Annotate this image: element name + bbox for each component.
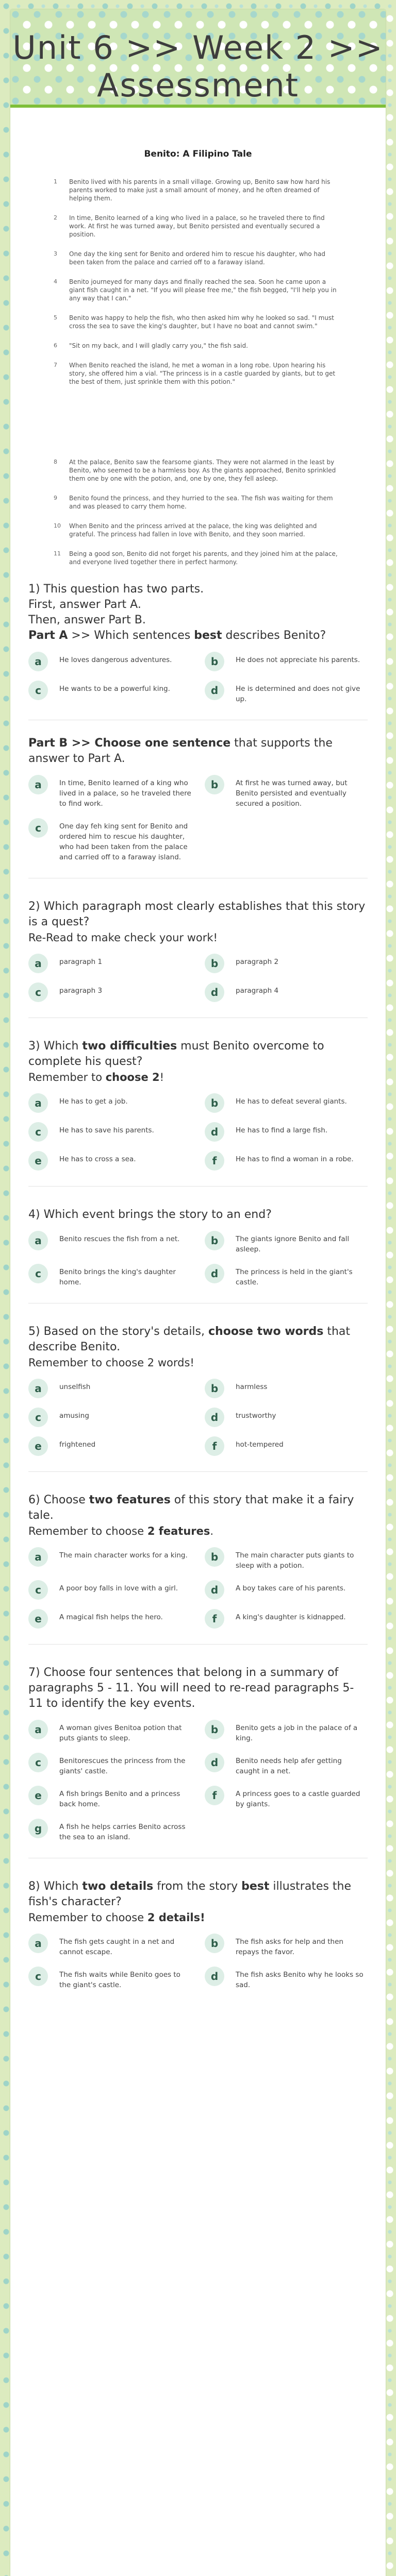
q1-part-a-emphasis: best — [194, 629, 222, 642]
option-letter-badge[interactable]: d — [205, 982, 224, 1002]
option-text: He has to cross a sea. — [59, 1155, 136, 1163]
option-letter-badge[interactable]: g — [28, 1819, 48, 1838]
q1-heading-1: 1) This question has two parts. — [28, 583, 204, 596]
answer-option[interactable] — [28, 1609, 191, 1629]
option-text: At first he was turned away, but Benito persisted and eventually secured a position. — [236, 779, 348, 808]
answer-option[interactable] — [205, 1967, 368, 1990]
passage-paragraph — [54, 342, 342, 350]
option-letter-badge[interactable]: f — [205, 1609, 224, 1629]
option-letter-badge[interactable]: c — [28, 1580, 48, 1600]
option-text: The giants ignore Benito and fall asleep. — [236, 1235, 350, 1253]
q5-heading-c: that describe Benito. — [28, 1325, 351, 1353]
q2-heading: 2) Which paragraph most clearly establishes that this story is a quest? — [28, 900, 366, 928]
q1-part-a-end: describes Benito? — [222, 629, 326, 642]
paragraph-text: One day the king sent for Benito and ordered him to rescue his daughter, who had been taken from the palace and carried off to a faraway island. — [69, 250, 326, 266]
passage-paragraph — [54, 458, 342, 483]
option-letter-badge[interactable]: c — [28, 1264, 48, 1283]
option-letter-badge[interactable]: b — [205, 1093, 224, 1113]
answer-option[interactable] — [28, 1580, 191, 1600]
option-text: He has to find a woman in a robe. — [236, 1155, 354, 1163]
answer-option[interactable] — [205, 1379, 368, 1398]
option-letter-badge[interactable]: c — [28, 982, 48, 1002]
option-text: He has to get a job. — [59, 1097, 128, 1106]
option-letter-badge[interactable]: a — [28, 1934, 48, 1953]
option-text: He wants to be a powerful king. — [59, 685, 170, 693]
option-text: paragraph 2 — [236, 958, 279, 966]
option-letter-badge[interactable]: b — [205, 1547, 224, 1567]
option-text: He has to defeat several giants. — [236, 1097, 347, 1106]
option-letter-badge[interactable]: c — [28, 1753, 48, 1772]
q8-sub-bold: 2 details! — [147, 1911, 205, 1924]
option-letter-badge[interactable]: d — [205, 1967, 224, 1986]
option-letter-badge[interactable]: d — [205, 1408, 224, 1427]
passage-paragraph — [54, 314, 342, 330]
passage-paragraph — [54, 361, 342, 386]
option-letter-badge[interactable]: d — [205, 1122, 224, 1142]
answer-option[interactable] — [28, 818, 191, 862]
option-text: He does not appreciate his parents. — [236, 656, 360, 664]
answer-option[interactable] — [205, 1934, 368, 1957]
q7-options — [28, 1720, 368, 1842]
question-6 — [28, 1493, 368, 1645]
option-text: The main character works for a king. — [59, 1551, 188, 1560]
q6-sub-c: . — [210, 1525, 214, 1537]
answer-option[interactable] — [205, 1408, 368, 1427]
paragraph-text: In time, Benito learned of a king who lived in a palace, so he traveled there to find work. At first he was turned away, but Benito persisted and eventually secured a position. — [69, 214, 325, 238]
q2-options — [28, 954, 368, 1002]
option-text: Benito gets a job in the palace of a king. — [236, 1724, 358, 1742]
q6-subheading — [28, 1523, 368, 1539]
answer-option[interactable] — [205, 1093, 368, 1113]
question-5 — [28, 1324, 368, 1472]
option-text: Benitorescues the princess from the giants' castle. — [59, 1757, 186, 1775]
q1-part-a-text: >> Which sentences — [68, 629, 194, 642]
answer-option[interactable] — [205, 1609, 368, 1629]
option-text: The fish asks for help and then repays the favor. — [236, 1938, 343, 1956]
option-text: He is determined and does not give up. — [236, 685, 360, 703]
answer-option[interactable] — [28, 1122, 191, 1142]
answer-option[interactable] — [205, 1122, 368, 1142]
paragraph-number: 3 — [54, 250, 57, 257]
question-1 — [28, 582, 368, 878]
answer-option[interactable] — [28, 1151, 191, 1171]
option-text: unselfish — [59, 1383, 91, 1391]
paragraph-number: 10 — [54, 522, 61, 529]
option-text: A king's daughter is kidnapped. — [236, 1613, 346, 1621]
answer-option[interactable] — [28, 1379, 191, 1398]
divider — [28, 1644, 368, 1645]
passage-title: Benito: A Filipino Tale — [144, 149, 252, 159]
q3-heading-c: must Benito overcome to complete his quest? — [28, 1040, 324, 1068]
answer-option[interactable] — [28, 1753, 191, 1776]
passage-paragraph — [54, 250, 342, 266]
option-letter-badge[interactable]: e — [28, 1436, 48, 1456]
option-letter-badge[interactable]: b — [205, 1720, 224, 1739]
q6-options — [28, 1547, 368, 1629]
option-letter-badge[interactable]: f — [205, 1436, 224, 1456]
paragraph-text: "Sit on my back, and I will gladly carry you," the fish said. — [69, 342, 248, 349]
q1-part-b-text: that supports the answer to Part A. — [28, 737, 333, 765]
answer-option[interactable] — [205, 1720, 368, 1743]
q1-part-a-label: Part A — [28, 629, 68, 642]
paragraph-number: 2 — [54, 214, 57, 221]
answer-option[interactable] — [28, 1720, 191, 1743]
option-text: amusing — [59, 1412, 89, 1420]
answer-option[interactable] — [205, 1436, 368, 1456]
option-letter-badge[interactable]: a — [28, 1093, 48, 1113]
passage-paragraph — [54, 494, 342, 511]
answer-option[interactable] — [28, 1231, 191, 1255]
passage-paragraph — [54, 214, 342, 239]
answer-option[interactable] — [28, 1819, 191, 1842]
q1-heading-3: Then, answer Part B. — [28, 614, 146, 626]
q6-heading-a: 6) Choose — [28, 1494, 89, 1506]
q1-heading-2: First, answer Part A. — [28, 598, 141, 611]
paragraph-number: 7 — [54, 362, 57, 368]
answer-option[interactable] — [205, 1264, 368, 1287]
paragraph-text: Being a good son, Benito did not forget his parents, and they joined him at the palace, and everyone lived together there in perfect harmony. — [69, 550, 338, 566]
paragraph-number: 8 — [54, 459, 57, 465]
question-4 — [28, 1207, 368, 1303]
q5-heading-a: 5) Based on the story's details, — [28, 1325, 208, 1338]
option-letter-badge[interactable]: f — [205, 1151, 224, 1171]
paragraph-text: Benito lived with his parents in a small village. Growing up, Benito saw how hard his parents worked to make just a small amount of money, and he often dreamed of helping them. — [69, 178, 331, 202]
option-text: He has to save his parents. — [59, 1126, 154, 1134]
option-text: A boy takes care of his parents. — [236, 1584, 346, 1592]
q3-sub-bold: choose 2 — [105, 1071, 160, 1083]
option-text: A fish he helps carries Benito across the sea to an island. — [59, 1823, 186, 1841]
option-text: One day feh king sent for Benito and ordered him to rescue his daughter, who had been taken from the palace and carried off to a faraway island. — [59, 822, 188, 861]
answer-option[interactable] — [28, 1967, 191, 1990]
option-text: The princess is held in the giant's castle. — [236, 1268, 353, 1286]
question-3 — [28, 1039, 368, 1187]
option-text: A woman gives Benitoa potion that puts giants to sleep. — [59, 1724, 182, 1742]
paragraph-text: At the palace, Benito saw the fearsome giants. They were not alarmed in the least by Benito, who seemed to be a harmless boy. As the giants approached, Benito sprinkled them one by one with the potion, and, one by one, they fell asleep. — [69, 459, 336, 482]
q1-part-a-options — [28, 652, 368, 704]
header-banner — [10, 9, 386, 105]
paragraph-number: 9 — [54, 495, 57, 501]
q2-subheading: Re-Read to make check your work! — [28, 931, 218, 944]
option-text: A fish brings Benito and a princess back home. — [59, 1790, 180, 1808]
q3-options — [28, 1093, 368, 1171]
q1-part-b-label: Part B >> Choose one sentence — [28, 737, 231, 750]
option-text: A princess goes to a castle guarded by giants. — [236, 1790, 360, 1808]
q8-heading-c: from the story — [153, 1880, 242, 1893]
option-letter-badge[interactable]: b — [205, 652, 224, 671]
q8-heading-a: 8) Which — [28, 1880, 82, 1893]
answer-option[interactable] — [205, 1231, 368, 1255]
option-text: Benito brings the king's daughter home. — [59, 1268, 176, 1286]
q8-options — [28, 1934, 368, 1990]
q8-heading-e: illustrates the fish's character? — [28, 1880, 352, 1908]
q3-heading — [28, 1039, 368, 1070]
option-letter-badge[interactable]: c — [28, 818, 48, 838]
answer-option[interactable] — [28, 775, 191, 809]
option-letter-badge[interactable]: e — [28, 1609, 48, 1629]
option-text: trustworthy — [236, 1412, 276, 1420]
q6-heading-bold: two features — [89, 1494, 171, 1506]
q6-heading — [28, 1493, 368, 1523]
q8-sub-a: Remember to choose — [28, 1911, 147, 1924]
answer-option[interactable] — [28, 1436, 191, 1456]
answer-option[interactable] — [28, 681, 191, 704]
option-letter-badge[interactable]: d — [205, 1753, 224, 1772]
q5-options — [28, 1379, 368, 1456]
option-letter-badge[interactable]: a — [28, 1720, 48, 1739]
option-letter-badge[interactable]: c — [28, 1122, 48, 1142]
option-letter-badge[interactable]: e — [28, 1786, 48, 1805]
paragraph-text: Benito was happy to help the fish, who then asked him why he looked so sad. "I must cross the sea to save the king's daughter, but I have no boat and cannot swim." — [69, 314, 334, 330]
option-letter-badge[interactable]: a — [28, 1231, 48, 1250]
option-text: harmless — [236, 1383, 268, 1391]
option-text: He has to find a large fish. — [236, 1126, 328, 1134]
answer-option[interactable] — [205, 1786, 368, 1809]
answer-option[interactable] — [28, 1408, 191, 1427]
q3-sub-a: Remember to — [28, 1071, 106, 1083]
answer-option[interactable] — [205, 681, 368, 704]
answer-option[interactable] — [205, 1753, 368, 1776]
header-divider — [10, 105, 386, 108]
q1-part-a-prompt — [28, 628, 368, 643]
option-text: The main character puts giants to sleep with a potion. — [236, 1551, 354, 1570]
answer-option[interactable] — [205, 1580, 368, 1600]
answer-option[interactable] — [28, 652, 191, 671]
option-letter-badge[interactable]: e — [28, 1151, 48, 1171]
answer-option[interactable] — [205, 775, 368, 809]
option-letter-badge[interactable]: a — [28, 775, 48, 794]
option-letter-badge[interactable]: a — [28, 1379, 48, 1398]
q7-heading: 7) Choose four sentences that belong in a summary of paragraphs 5 - 11. You will need to re-read paragraphs 5-11 to identify the key events. — [28, 1666, 354, 1710]
q3-subheading — [28, 1070, 368, 1085]
answer-option[interactable] — [28, 1264, 191, 1287]
option-text: The fish asks Benito why he looks so sad. — [236, 1971, 364, 1989]
option-letter-badge[interactable]: d — [205, 1580, 224, 1600]
reading-passage — [54, 149, 342, 566]
answer-option[interactable] — [205, 982, 368, 1002]
option-letter-badge[interactable]: d — [205, 1264, 224, 1283]
q3-sub-c: ! — [159, 1071, 164, 1083]
paragraph-text: When Benito reached the island, he met a woman in a long robe. Upon hearing his story, she offered him a vial. "The princess is in a castle guarded by giants, but to get the best of them, just sprinkle them with this potion." — [69, 362, 336, 385]
option-text: Benito needs help afer getting caught in a net. — [236, 1757, 342, 1775]
question-7 — [28, 1665, 368, 1858]
q4-options — [28, 1231, 368, 1287]
answer-option[interactable] — [28, 1093, 191, 1113]
option-letter-badge[interactable]: c — [28, 681, 48, 700]
q6-sub-bold: 2 features — [147, 1525, 210, 1537]
option-text: The fish waits while Benito goes to the giant's castle. — [59, 1971, 180, 1989]
answer-option[interactable] — [205, 652, 368, 671]
option-text: paragraph 4 — [236, 987, 279, 995]
q3-heading-bold: two difficulties — [82, 1040, 177, 1053]
option-letter-badge[interactable]: f — [205, 1786, 224, 1805]
q1-part-b-prompt — [28, 736, 368, 767]
passage-paragraph — [54, 178, 342, 202]
option-text: frightened — [59, 1440, 96, 1449]
option-text: The fish gets caught in a net and cannot escape. — [59, 1938, 175, 1956]
answer-option[interactable] — [28, 1786, 191, 1809]
paragraph-number: 11 — [54, 550, 61, 557]
passage-paragraph — [54, 522, 342, 538]
option-letter-badge[interactable]: a — [28, 954, 48, 973]
question-8 — [28, 1879, 368, 1990]
paragraph-text: Benito found the princess, and they hurried to the sea. The fish was waiting for them and was pleased to carry them home. — [69, 495, 333, 510]
q4-heading: 4) Which event brings the story to an end? — [28, 1208, 272, 1221]
answer-option[interactable] — [205, 1547, 368, 1571]
page-title: Unit 6 >> Week 2 >> Assessment — [12, 29, 384, 104]
answer-option[interactable] — [28, 982, 191, 1002]
worksheet-page — [10, 9, 386, 2576]
option-letter-badge[interactable]: c — [28, 1967, 48, 1986]
answer-option[interactable] — [205, 954, 368, 973]
q8-heading-bold-2: best — [241, 1880, 270, 1893]
passage-paragraph — [54, 278, 342, 302]
option-text: paragraph 1 — [59, 958, 103, 966]
option-letter-badge[interactable]: a — [28, 1547, 48, 1567]
q3-heading-a: 3) Which — [28, 1040, 82, 1053]
option-text: In time, Benito learned of a king who lived in a palace, so he traveled there to find work. — [59, 779, 191, 808]
answer-option[interactable] — [205, 1151, 368, 1171]
option-letter-badge[interactable]: b — [205, 775, 224, 794]
option-letter-badge[interactable]: b — [205, 954, 224, 973]
q8-heading-bold-1: two details — [82, 1880, 154, 1893]
paragraph-text: When Benito and the princess arrived at the palace, the king was delighted and grateful. The princess had fallen in love with Benito, and they soon married. — [69, 522, 317, 538]
q5-heading-bold: choose two words — [208, 1325, 324, 1338]
passage-paragraph — [54, 550, 342, 566]
q1-part-b-options — [28, 775, 368, 862]
q5-heading — [28, 1324, 368, 1355]
option-text: A magical fish helps the hero. — [59, 1613, 163, 1621]
option-text: paragraph 3 — [59, 987, 103, 995]
q6-heading-c: of this story that make it a fairy tale. — [28, 1494, 354, 1522]
question-2 — [28, 899, 368, 1018]
option-text: He loves dangerous adventures. — [59, 656, 172, 664]
paragraph-text: Benito journeyed for many days and finally reached the sea. Soon he came upon a giant fish caught in a net. "If you will please free me," the fish begged, "I'll help you in any way that I can." — [69, 278, 337, 302]
option-letter-badge[interactable]: a — [28, 652, 48, 671]
option-letter-badge[interactable]: d — [205, 681, 224, 700]
paragraph-number: 6 — [54, 342, 57, 349]
option-letter-badge[interactable]: c — [28, 1408, 48, 1427]
paragraph-number: 4 — [54, 278, 57, 285]
divider — [28, 1471, 368, 1472]
option-text: hot-tempered — [236, 1440, 284, 1449]
option-letter-badge[interactable]: b — [205, 1379, 224, 1398]
option-text: A poor boy falls in love with a girl. — [59, 1584, 178, 1592]
answer-option[interactable] — [28, 1547, 191, 1571]
answer-option[interactable] — [28, 1934, 191, 1957]
divider — [28, 1186, 368, 1187]
paragraph-number: 5 — [54, 314, 57, 321]
q8-subheading — [28, 1910, 368, 1925]
option-letter-badge[interactable]: b — [205, 1231, 224, 1250]
q5-subheading: Remember to choose 2 words! — [28, 1357, 194, 1369]
answer-option[interactable] — [28, 954, 191, 973]
paragraph-number: 1 — [54, 178, 57, 185]
option-letter-badge[interactable]: b — [205, 1934, 224, 1953]
option-text: Benito rescues the fish from a net. — [59, 1235, 180, 1243]
q6-sub-a: Remember to choose — [28, 1525, 147, 1537]
q8-heading — [28, 1879, 368, 1910]
